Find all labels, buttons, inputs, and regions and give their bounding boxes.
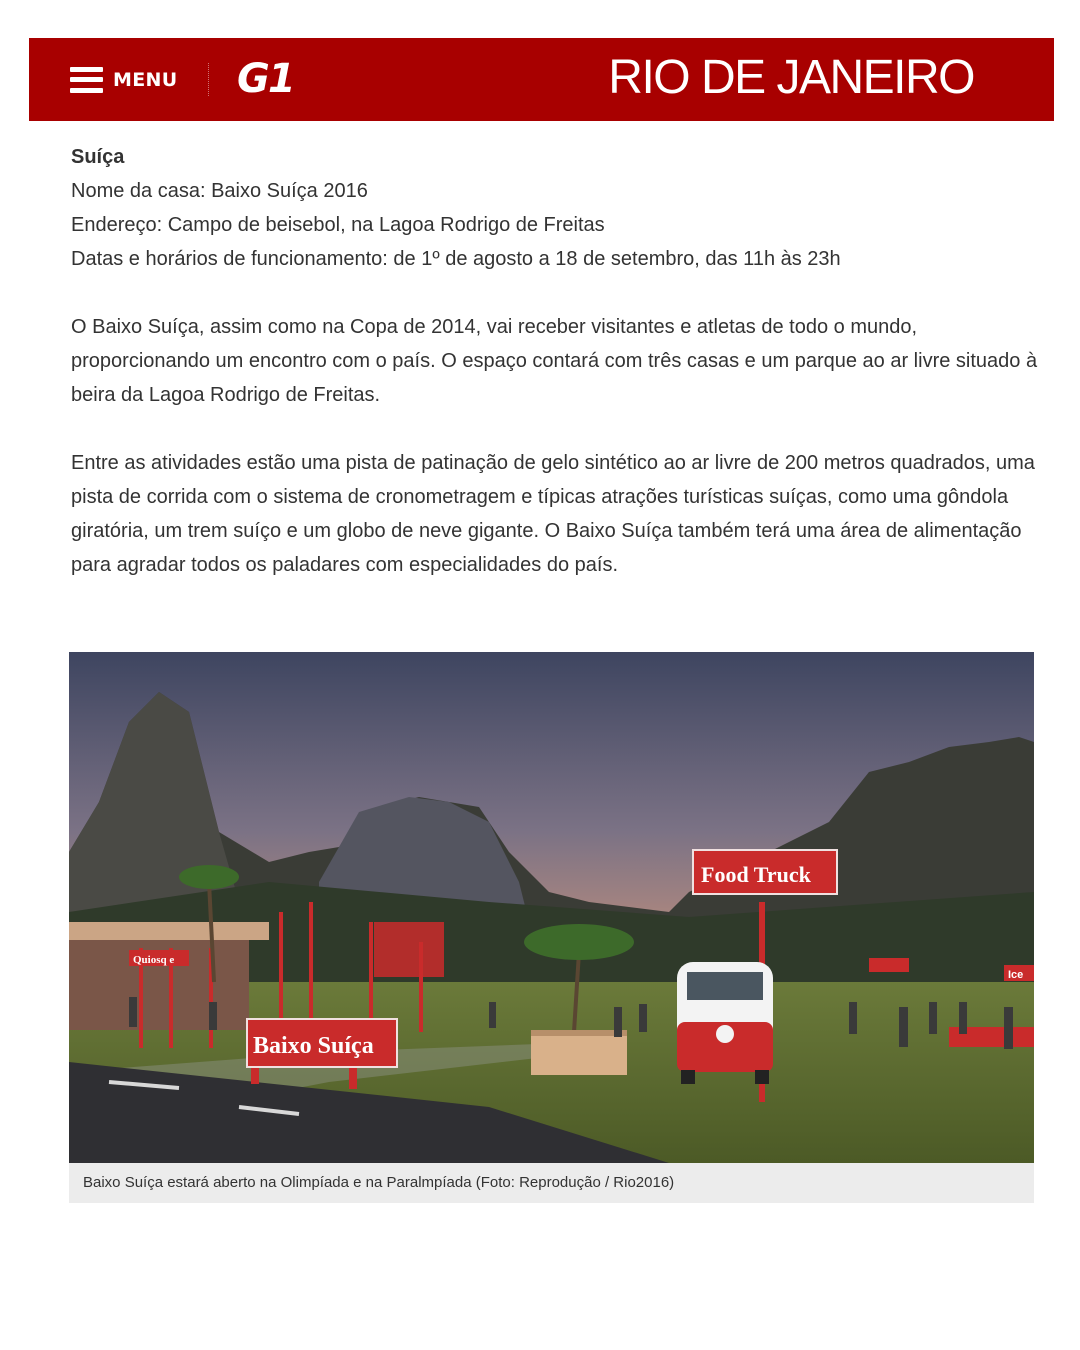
baixo-suica-rendering	[69, 652, 1034, 1163]
site-header	[29, 38, 1054, 121]
quiosque-sign: Quiosq e	[133, 954, 175, 966]
paragraph-intro: O Baixo Suíça, assim como na Copa de 2014, vai receber visitantes e atletas de todo o mundo, proporcionando um encontro com o país. O espaço contará com três casas e um parque ao ar livre situado à beira da Lagoa Rodrigo de Freitas.	[71, 316, 1038, 406]
section-title[interactable]: RIO DE JANEIRO	[608, 51, 974, 104]
opening-hours: Datas e horários de funcionamento: de 1º de agosto a 18 de setembro, das 11h às 23h	[71, 248, 841, 270]
menu-label: MENU	[113, 68, 178, 91]
paragraph-activities: Entre as atividades estão uma pista de patinação de gelo sintético ao ar livre de 200 metros quadrados, uma pista de corrida com o sistema de cronometragem e típicas atrações turísticas suíças, como uma gôndola giratória, um trem suíço e um globo de neve gigante. O Baixo Suíça também terá uma área de alimentação para agradar todos os paladares com especialidades do país.	[71, 452, 1035, 576]
baixo-suica-sign: Baixo Suíça	[253, 1033, 374, 1059]
article-body	[71, 140, 1046, 582]
house-name: Nome da casa: Baixo Suíça 2016	[71, 180, 368, 202]
article-photo	[69, 652, 1034, 1163]
hamburger-icon	[70, 67, 103, 93]
g1-logo[interactable]: G1	[237, 56, 294, 102]
address: Endereço: Campo de beisebol, na Lagoa Rodrigo de Freitas	[71, 214, 605, 236]
food-truck-sign: Food Truck	[701, 862, 811, 887]
menu-button[interactable]	[70, 38, 177, 121]
header-divider	[208, 63, 210, 96]
ice-sign: Ice	[1008, 969, 1024, 981]
photo-caption: Baixo Suíça estará aberto na Olimpíada e na Paralmpíada (Foto: Reprodução / Rio2016)	[69, 1163, 1034, 1203]
country-heading: Suíça	[71, 146, 125, 168]
